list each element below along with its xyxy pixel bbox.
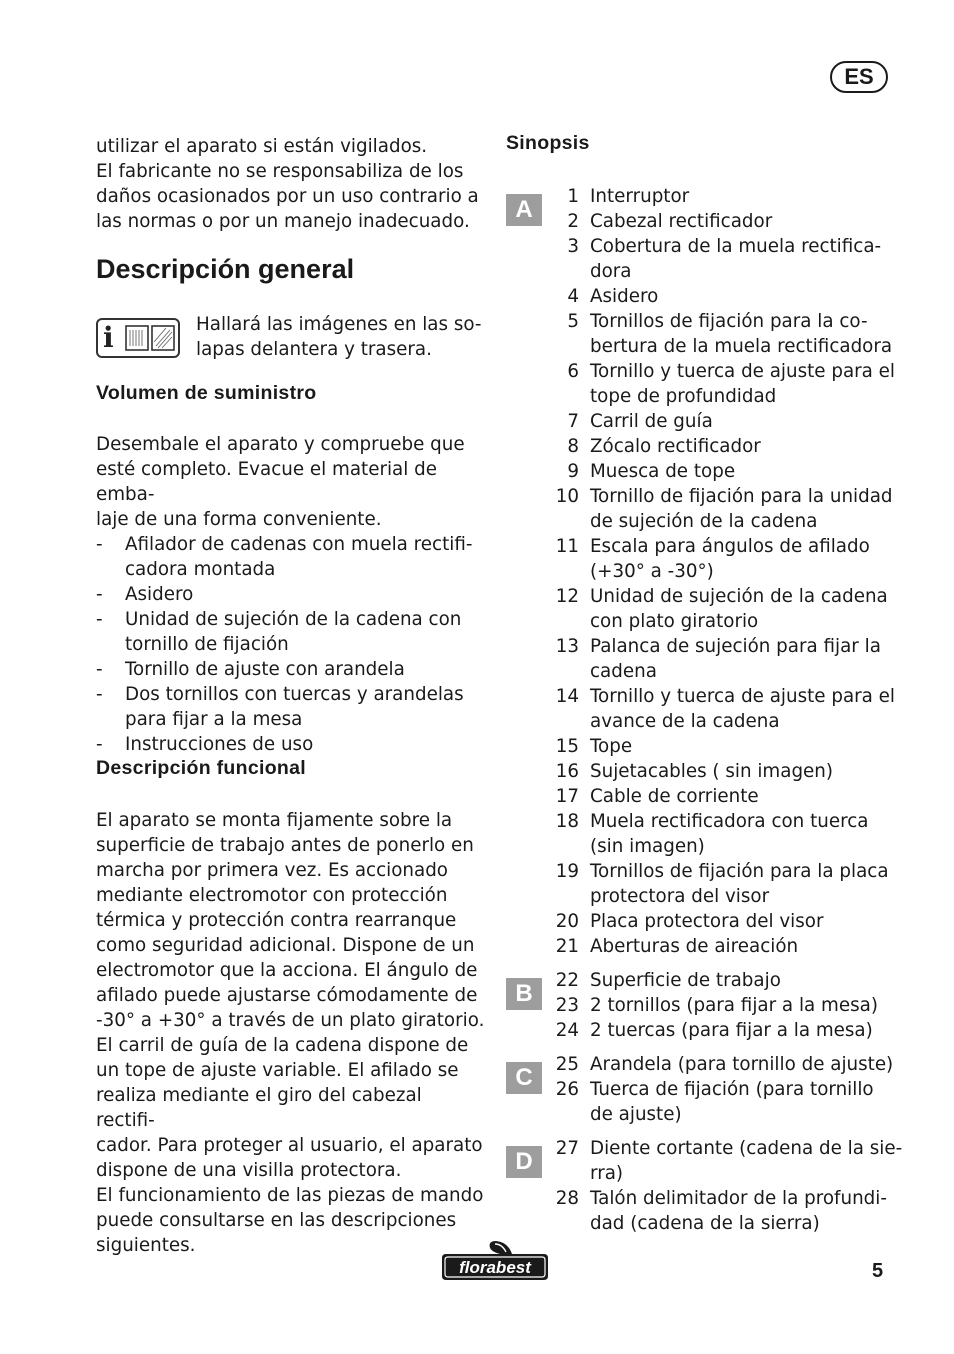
text-line: El aparato se monta fijamente sobre la — [96, 810, 453, 831]
supply-section — [96, 382, 486, 757]
text-line: afilado puede ajustarse cómodamente de — [96, 985, 478, 1006]
text-line: El fabricante no se responsabiliza de los — [96, 161, 464, 182]
list-item: 26 Tuerca de fijación (para tornillo de ajuste) — [555, 1079, 874, 1125]
list-item: 27 Diente cortante (cadena de la sie- rra) — [555, 1138, 903, 1184]
text-line: un tope de ajuste variable. El afilado se — [96, 1060, 459, 1081]
list-item: - Dos tornillos con tuercas y arandelas para fijar a la mesa — [96, 684, 464, 730]
list-item: 1 Interruptor — [567, 186, 690, 207]
text-line: cador. Para proteger al usuario, el aparato — [96, 1135, 483, 1156]
list-item: 13 Palanca de sujeción para fijar la cadena — [555, 636, 881, 682]
list-item: 17 Cable de corriente — [555, 786, 759, 807]
group-letter-b: B — [506, 978, 542, 1010]
functional-paragraph — [96, 808, 486, 1258]
parts-list-b — [546, 968, 906, 1043]
book-pages-icon — [124, 324, 176, 352]
text-line: puede consultarse en las descripciones — [96, 1210, 457, 1231]
text-line: utilizar el aparato si están vigilados. — [96, 136, 428, 157]
list-item: 19 Tornillos de fijación para la placa protectora del visor — [555, 861, 889, 907]
group-letter-c: C — [506, 1062, 542, 1094]
list-item: 11 Escala para ángulos de afilado (+30° a -30°) — [555, 536, 870, 582]
list-item: - Afilador de cadenas con muela rectifi- cadora montada — [96, 534, 473, 580]
list-item: - Asidero — [96, 584, 194, 605]
logo-text: florabest — [459, 1258, 531, 1277]
supply-title: Volumen de suministro — [96, 382, 317, 404]
list-item: - Unidad de sujeción de la cadena con tornillo de fijación — [96, 609, 462, 655]
list-item: 7 Carril de guía — [567, 411, 713, 432]
parts-list-d — [546, 1136, 906, 1236]
text-line: El carril de guía de la cadena dispone de — [96, 1035, 469, 1056]
list-item: 12 Unidad de sujeción de la cadena con plato giratorio — [555, 586, 888, 632]
list-item: 9 Muesca de tope — [567, 461, 736, 482]
list-item: 15 Tope — [555, 736, 633, 757]
list-item: 24 2 tuercas (para fijar a la mesa) — [555, 1020, 873, 1041]
intro-paragraph — [96, 134, 486, 234]
info-text — [196, 312, 486, 362]
section-title-general: Descripción general — [96, 254, 355, 284]
list-item: 5 Tornillos de fijación para la co- bertura de la muela rectificadora — [567, 311, 893, 357]
list-item: 18 Muela rectificadora con tuerca (sin imagen) — [555, 811, 869, 857]
list-item: 20 Placa protectora del visor — [555, 911, 824, 932]
list-item: 21 Aberturas de aireación — [555, 936, 799, 957]
list-item: 8 Zócalo rectificador — [567, 436, 761, 457]
parts-list-c — [546, 1052, 906, 1127]
info-note — [96, 312, 486, 368]
list-item: 2 Cabezal rectificador — [567, 211, 773, 232]
text-line: Hallará las imágenes en las so- — [196, 314, 482, 335]
text-line: marcha por primera vez. Es accionado — [96, 860, 448, 881]
text-line: electromotor que la acciona. El ángulo de — [96, 960, 478, 981]
text-line: laje de una forma conveniente. — [96, 509, 382, 530]
list-item: 14 Tornillo y tuerca de ajuste para el avance de la cadena — [555, 686, 896, 732]
text-line: lapas delantera y trasera. — [196, 339, 432, 360]
supply-list — [96, 532, 486, 757]
text-line: Desembale el aparato y compruebe que — [96, 434, 465, 455]
text-line: siguientes. — [96, 1235, 196, 1256]
text-line: mediante electromotor con protección — [96, 885, 448, 906]
text-line: esté completo. Evacue el material de emba- — [96, 459, 437, 505]
text-line: las normas o por un manejo inadecuado. — [96, 211, 470, 232]
group-letter-a: A — [506, 194, 542, 226]
text-line: realiza mediante el giro del cabezal rectifi- — [96, 1085, 422, 1131]
list-item: 3 Cobertura de la muela rectifica- dora — [567, 236, 882, 282]
list-item: 22 Superficie de trabajo — [555, 970, 781, 991]
supply-paragraph — [96, 432, 486, 532]
text-line: El funcionamiento de las piezas de mando — [96, 1185, 484, 1206]
florabest-logo — [438, 1240, 552, 1282]
list-item: 10 Tornillo de fijación para la unidad de sujeción de la cadena — [555, 486, 893, 532]
page-number: 5 — [872, 1260, 884, 1282]
functional-title: Descripción funcional — [96, 757, 307, 779]
list-item: 25 Arandela (para tornillo de ajuste) — [555, 1054, 894, 1075]
list-item: 6 Tornillo y tuerca de ajuste para el tope de profundidad — [567, 361, 896, 407]
list-item: 28 Talón delimitador de la profundi- dad (cadena de la sierra) — [555, 1188, 887, 1234]
text-line: térmica y protección contra rearranque — [96, 910, 457, 931]
functional-section — [96, 757, 486, 1258]
list-item: 16 Sujetacables ( sin imagen) — [555, 761, 834, 782]
text-line: daños ocasionados por un uso contrario a — [96, 186, 479, 207]
sinopsis-title: Sinopsis — [506, 132, 590, 154]
list-item: - Tornillo de ajuste con arandela — [96, 659, 405, 680]
text-line: dispone de una visilla protectora. — [96, 1160, 402, 1181]
text-line: como seguridad adicional. Dispone de un — [96, 935, 475, 956]
language-badge: ES — [830, 61, 888, 93]
left-column — [96, 134, 486, 1256]
text-line: superficie de trabajo antes de ponerlo en — [96, 835, 474, 856]
list-item: 23 2 tornillos (para fijar a la mesa) — [555, 995, 878, 1016]
info-book-icon: i — [96, 318, 180, 358]
list-item: - Instrucciones de uso — [96, 734, 314, 755]
group-letter-d: D — [506, 1146, 542, 1178]
text-line: -30° a +30° a través de un plato giratorio. — [96, 1010, 485, 1031]
parts-list-a — [546, 184, 906, 959]
list-item: 4 Asidero — [567, 286, 659, 307]
